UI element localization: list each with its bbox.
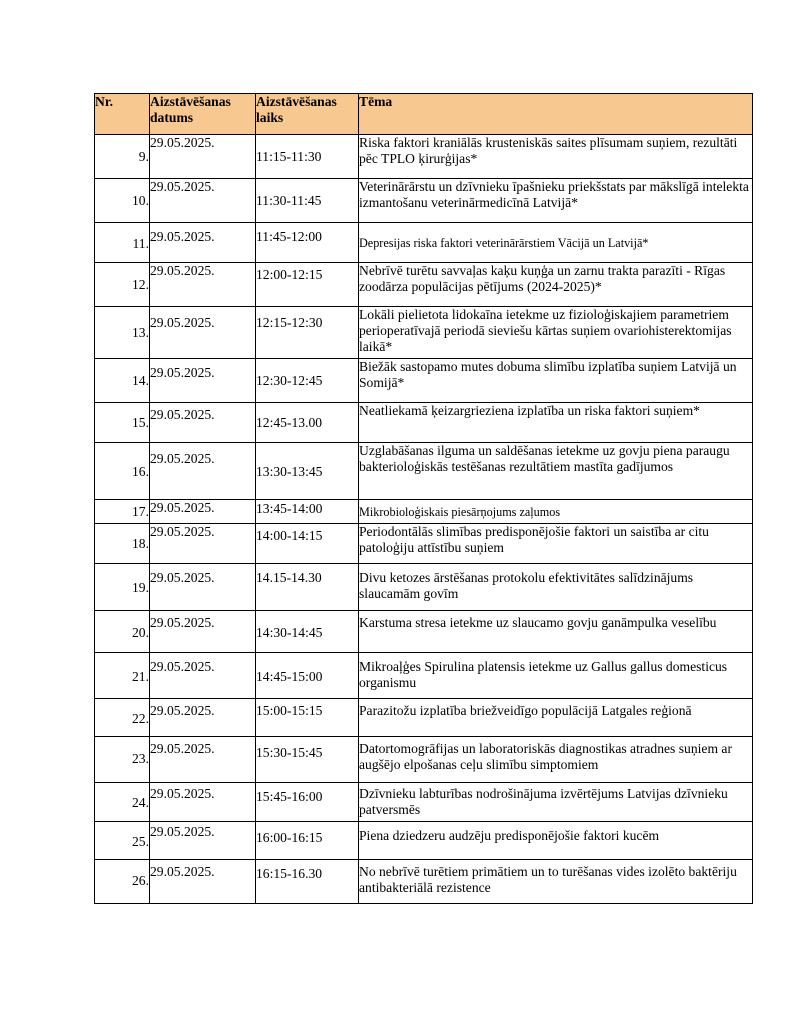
table-row [95,737,753,783]
defense-schedule-table [94,93,753,904]
row-number: 13. [95,307,150,359]
row-topic: Veterinārārstu un dzīvnieku īpašnieku priekšstats par mākslīgā intelekta izmantošanu veterinārmedicīnā Latvijā* [359,179,753,223]
row-number: 14. [95,359,150,403]
table-row [95,860,753,904]
row-date: 29.05.2025. [150,359,256,403]
row-topic: Dzīvnieku labturības nodrošinājuma izvērtējums Latvijas dzīvnieku patversmēs [359,783,753,822]
table-row [95,179,753,223]
row-date: 29.05.2025. [150,564,256,611]
row-date: 29.05.2025. [150,443,256,500]
row-date: 29.05.2025. [150,307,256,359]
row-topic: Riska faktori kraniālās krusteniskās saites plīsumam suņiem, rezultāti pēc TPLO ķirurģijas* [359,135,753,179]
row-time: 13:30-13:45 [256,443,359,500]
row-topic: Mikrobioloģiskais piesārņojums zaļumos [359,500,753,524]
row-number: 21. [95,653,150,699]
row-topic: Uzglabāšanas ilguma un saldēšanas ietekme uz govju piena paraugu bakterioloģiskās testēšanas rezultātiem mastīta gadījumos [359,443,753,500]
row-time: 15:00-15:15 [256,699,359,737]
header-time: Aizstāvēšanas laiks [256,94,359,135]
row-date: 29.05.2025. [150,611,256,653]
table-row [95,783,753,822]
row-time: 11:30-11:45 [256,179,359,223]
table-row [95,500,753,524]
row-date: 29.05.2025. [150,135,256,179]
table-row [95,223,753,263]
row-topic: Mikroaļģes Spirulina platensis ietekme uz Gallus gallus domesticus organismu [359,653,753,699]
row-date: 29.05.2025. [150,500,256,524]
table-row [95,307,753,359]
row-topic: Parazitožu izplatība briežveidīgo populācijā Latgales reģionā [359,699,753,737]
row-time: 15:30-15:45 [256,737,359,783]
row-date: 29.05.2025. [150,653,256,699]
table-row [95,524,753,564]
row-time: 13:45-14:00 [256,500,359,524]
row-topic: Biežāk sastopamo mutes dobuma slimību izplatība suņiem Latvijā un Somijā* [359,359,753,403]
table-row [95,611,753,653]
row-topic: Piena dziedzeru audzēju predisponējošie faktori kucēm [359,822,753,860]
table-row [95,359,753,403]
table-row [95,263,753,307]
row-date: 29.05.2025. [150,699,256,737]
row-topic: Nebrīvē turētu savvaļas kaķu kuņģa un zarnu trakta parazīti - Rīgas zoodārza populācijas pētījums (2024-2025)* [359,263,753,307]
row-number: 17. [95,500,150,524]
row-topic: Lokāli pielietota lidokaīna ietekme uz fizioloģiskajiem parametriem perioperatīvajā periodā sieviešu kārtas suņiem ovariohisterektomijas laikā* [359,307,753,359]
row-time: 14:00-14:15 [256,524,359,564]
table-row [95,403,753,443]
row-topic: No nebrīvē turētiem primātiem un to turēšanas vides izolēto baktēriju antibakteriālā rezistence [359,860,753,904]
table-row [95,564,753,611]
row-number: 23. [95,737,150,783]
row-date: 29.05.2025. [150,403,256,443]
table-row [95,822,753,860]
row-number: 11. [95,223,150,263]
row-time: 14:45-15:00 [256,653,359,699]
row-topic: Periodontālās slimības predisponējošie faktori un saistība ar citu patoloģiju attīstību suņiem [359,524,753,564]
table-body [95,135,753,904]
row-date: 29.05.2025. [150,783,256,822]
row-time: 11:15-11:30 [256,135,359,179]
row-time: 14.15-14.30 [256,564,359,611]
row-number: 25. [95,822,150,860]
row-number: 19. [95,564,150,611]
row-topic: Karstuma stresa ietekme uz slaucamo govju ganāmpulka veselību [359,611,753,653]
row-time: 11:45-12:00 [256,223,359,263]
table-row [95,699,753,737]
row-date: 29.05.2025. [150,179,256,223]
row-date: 29.05.2025. [150,860,256,904]
row-time: 12:45-13.00 [256,403,359,443]
row-topic: Datortomogrāfijas un laboratoriskās diagnostikas atradnes suņiem ar augšējo elpošanas ceļu slimību simptomiem [359,737,753,783]
row-time: 16:00-16:15 [256,822,359,860]
row-time: 12:30-12:45 [256,359,359,403]
row-number: 20. [95,611,150,653]
row-number: 10. [95,179,150,223]
row-time: 12:00-12:15 [256,263,359,307]
row-number: 26. [95,860,150,904]
row-number: 16. [95,443,150,500]
row-time: 16:15-16.30 [256,860,359,904]
row-number: 12. [95,263,150,307]
row-number: 22. [95,699,150,737]
row-number: 15. [95,403,150,443]
row-number: 9. [95,135,150,179]
row-date: 29.05.2025. [150,524,256,564]
row-topic: Depresijas riska faktori veterinārārstiem Vācijā un Latvijā* [359,223,753,263]
row-date: 29.05.2025. [150,737,256,783]
row-time: 15:45-16:00 [256,783,359,822]
row-date: 29.05.2025. [150,822,256,860]
row-date: 29.05.2025. [150,223,256,263]
row-topic: Divu ketozes ārstēšanas protokolu efektivitātes salīdzinājums slaucamām govīm [359,564,753,611]
row-time: 14:30-14:45 [256,611,359,653]
row-time: 12:15-12:30 [256,307,359,359]
table-header-row [95,94,753,135]
row-number: 24. [95,783,150,822]
header-nr: Nr. [95,94,150,135]
table-row [95,135,753,179]
header-date: Aizstāvēšanas datums [150,94,256,135]
table-row [95,653,753,699]
header-topic: Tēma [359,94,753,135]
row-topic: Neatliekamā ķeizargrieziena izplatība un riska faktori suņiem* [359,403,753,443]
table-row [95,443,753,500]
row-date: 29.05.2025. [150,263,256,307]
row-number: 18. [95,524,150,564]
